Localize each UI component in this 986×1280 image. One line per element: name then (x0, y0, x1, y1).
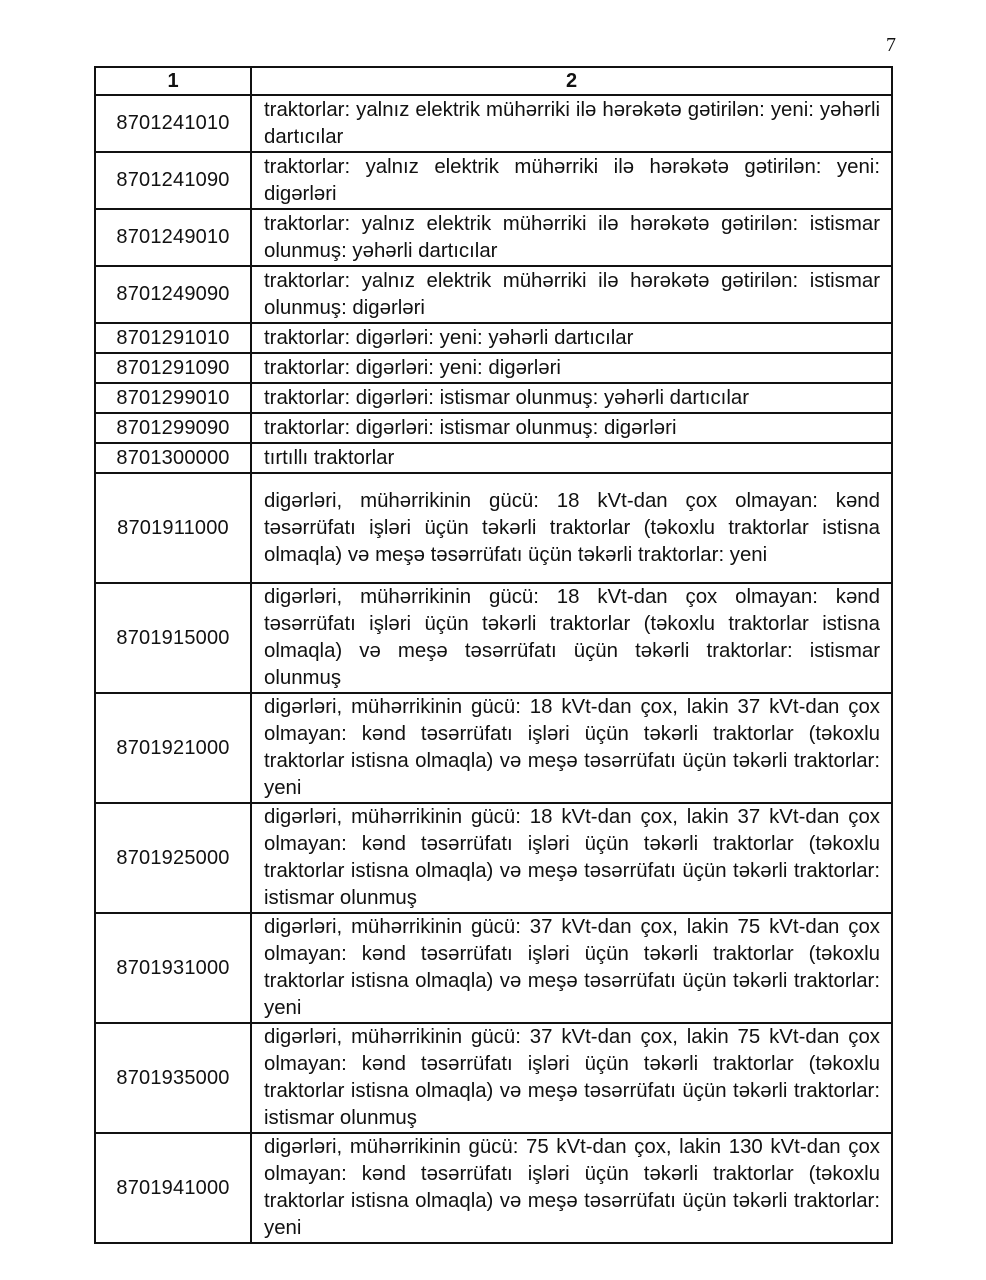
description-cell: traktorlar: digərləri: istismar olunmuş: yəhərli dartıcılar (251, 383, 892, 413)
table-row (95, 383, 892, 413)
code-cell: 8701935000 (95, 1023, 251, 1133)
table-header-row (95, 67, 892, 95)
description-cell: traktorlar: digərləri: yeni: yəhərli dartıcılar (251, 323, 892, 353)
description-cell: traktorlar: yalnız elektrik mühərriki ilə hərəkətə gətirilən: yeni: yəhərli dartıcılar (251, 95, 892, 152)
description-cell: digərləri, mühərrikinin gücü: 18 kVt-dan çox olmayan: kənd təsərrüfatı işləri üçün təkərli traktorlar (təkoxlu traktorlar istisna olmaqla) və meşə təsərrüfatı üçün təkərli traktorlar: istismar olunmuş (251, 583, 892, 693)
description-cell: traktorlar: yalnız elektrik mühərriki ilə hərəkətə gətirilən: istismar olunmuş: yəhərli dartıcılar (251, 209, 892, 266)
table-row (95, 443, 892, 473)
table-row (95, 473, 892, 583)
code-cell: 8701241010 (95, 95, 251, 152)
description-cell: traktorlar: digərləri: istismar olunmuş: digərləri (251, 413, 892, 443)
code-cell: 8701921000 (95, 693, 251, 803)
description-cell: digərləri, mühərrikinin gücü: 75 kVt-dan çox, lakin 130 kVt-dan çox olmayan: kənd təsərrüfatı işləri üçün təkərli traktorlar (təkoxlu traktorlar istisna olmaqla) və meşə təsərrüfatı üçün təkərli traktorlar: yeni (251, 1133, 892, 1243)
code-cell: 8701925000 (95, 803, 251, 913)
description-cell: digərləri, mühərrikinin gücü: 18 kVt-dan çox, lakin 37 kVt-dan çox olmayan: kənd təsərrüfatı işləri üçün təkərli traktorlar (təkoxlu traktorlar istisna olmaqla) və meşə təsərrüfatı üçün təkərli traktorlar: yeni (251, 693, 892, 803)
description-cell: traktorlar: digərləri: yeni: digərləri (251, 353, 892, 383)
description-cell: digərləri, mühərrikinin gücü: 18 kVt-dan çox, lakin 37 kVt-dan çox olmayan: kənd təsərrüfatı işləri üçün təkərli traktorlar (təkoxlu traktorlar istisna olmaqla) və meşə təsərrüfatı üçün təkərli traktorlar: istismar olunmuş (251, 803, 892, 913)
table-row (95, 152, 892, 209)
description-cell: traktorlar: yalnız elektrik mühərriki ilə hərəkətə gətirilən: istismar olunmuş: digərləri (251, 266, 892, 323)
code-cell: 8701299010 (95, 383, 251, 413)
table-row (95, 266, 892, 323)
description-cell: digərləri, mühərrikinin gücü: 37 kVt-dan çox, lakin 75 kVt-dan çox olmayan: kənd təsərrüfatı işləri üçün təkərli traktorlar (təkoxlu traktorlar istisna olmaqla) və meşə təsərrüfatı üçün təkərli traktorlar: yeni (251, 913, 892, 1023)
page-number: 7 (886, 34, 896, 56)
table-row (95, 1023, 892, 1133)
table-row (95, 323, 892, 353)
code-cell: 8701249010 (95, 209, 251, 266)
table-row (95, 583, 892, 693)
description-cell: digərləri, mühərrikinin gücü: 37 kVt-dan çox, lakin 75 kVt-dan çox olmayan: kənd təsərrüfatı işləri üçün təkərli traktorlar (təkoxlu traktorlar istisna olmaqla) və meşə təsərrüfatı üçün təkərli traktorlar: istismar olunmuş (251, 1023, 892, 1133)
description-cell: digərləri, mühərrikinin gücü: 18 kVt-dan çox olmayan: kənd təsərrüfatı işləri üçün təkərli traktorlar (təkoxlu traktorlar istisna olmaqla) və meşə təsərrüfatı üçün təkərli traktorlar: yeni (251, 473, 892, 583)
code-cell: 8701915000 (95, 583, 251, 693)
table-row (95, 353, 892, 383)
description-cell: traktorlar: yalnız elektrik mühərriki ilə hərəkətə gətirilən: yeni: digərləri (251, 152, 892, 209)
code-cell: 8701291010 (95, 323, 251, 353)
code-cell: 8701241090 (95, 152, 251, 209)
code-cell: 8701291090 (95, 353, 251, 383)
description-cell: tırtıllı traktorlar (251, 443, 892, 473)
table-row (95, 413, 892, 443)
commodity-code-table (94, 66, 893, 1244)
table-row (95, 803, 892, 913)
table-row (95, 95, 892, 152)
code-cell: 8701299090 (95, 413, 251, 443)
column-header-code: 1 (95, 67, 251, 95)
table-row (95, 913, 892, 1023)
code-cell: 8701249090 (95, 266, 251, 323)
table-row (95, 693, 892, 803)
table-row (95, 1133, 892, 1243)
code-cell: 8701931000 (95, 913, 251, 1023)
code-cell: 8701300000 (95, 443, 251, 473)
table-row (95, 209, 892, 266)
column-header-description: 2 (251, 67, 892, 95)
code-cell: 8701911000 (95, 473, 251, 583)
code-cell: 8701941000 (95, 1133, 251, 1243)
